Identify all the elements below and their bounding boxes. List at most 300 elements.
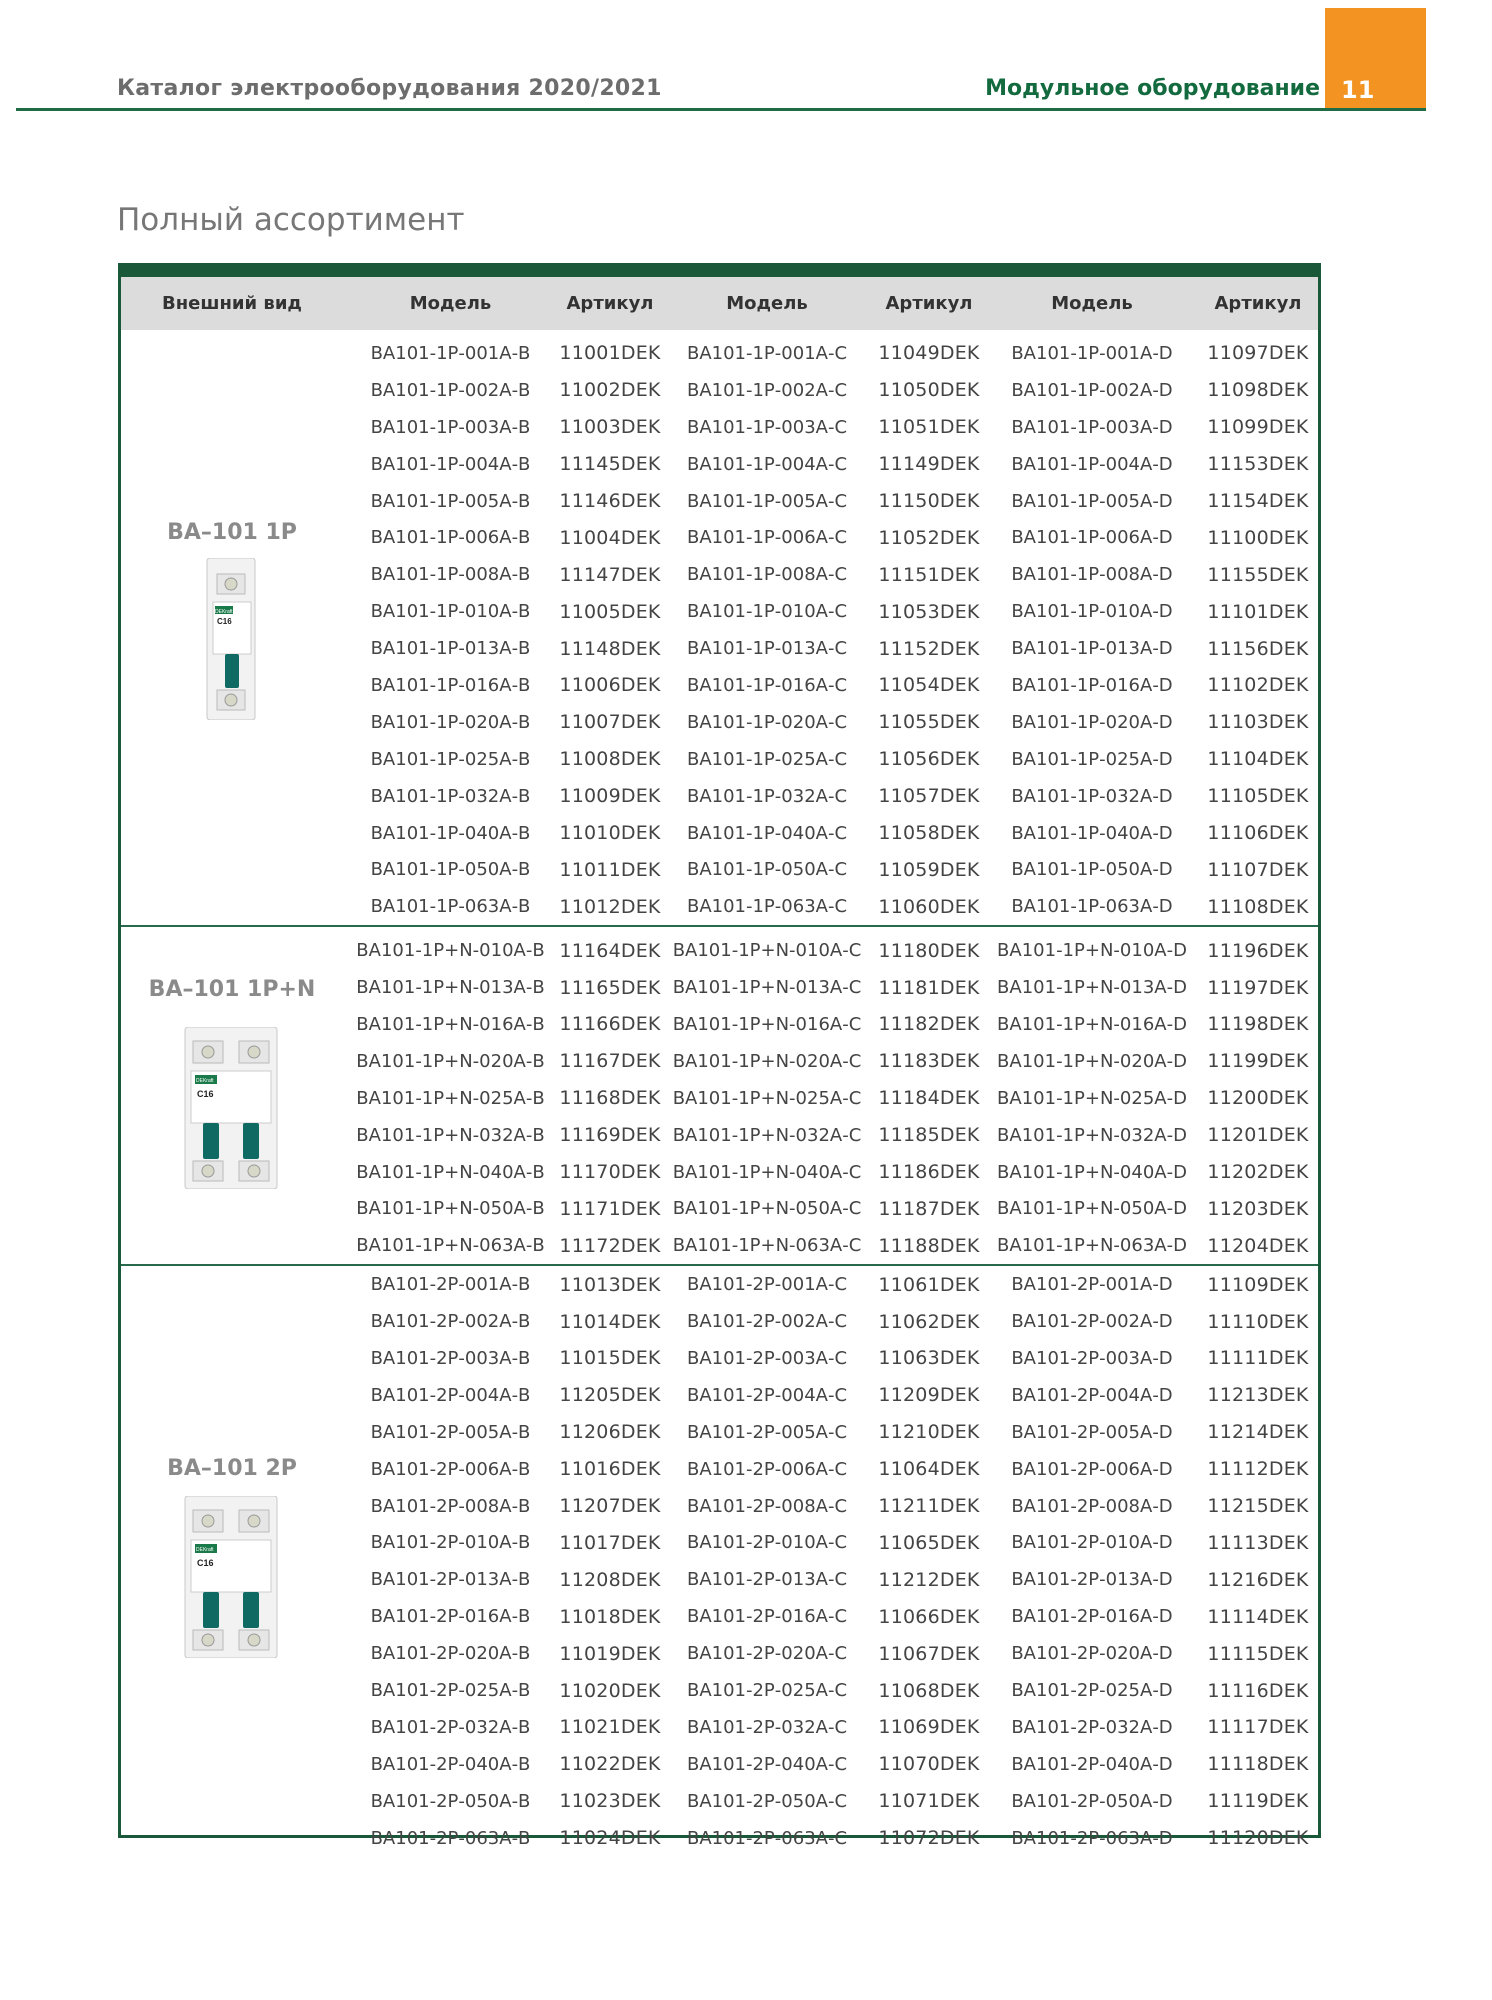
model-c-cell: ВА101-1Р-050А-С [686,859,848,881]
article-b-cell: 11205DEK [559,1384,661,1407]
model-d-cell: ВА101-2Р-005А-D [1011,1421,1173,1443]
model-b-cell: ВА101-2Р-003А-В [370,1347,531,1369]
model-d-cell: ВА101-1Р-025А-D [1011,748,1173,770]
article-c-cell: 11052DEK [878,526,980,549]
model-b-cell: ВА101-1Р-004А-В [370,453,531,475]
article-d-cell: 11104DEK [1207,748,1309,771]
catalog-title: Каталог электрооборудования 2020/2021 [117,76,662,101]
appearance-cell [121,330,343,925]
article-c-cell: 11186DEK [878,1161,980,1184]
table-row [343,1043,1318,1080]
breaker-brand-text: DEKraft [196,1078,214,1085]
model-b-cell: ВА101-2Р-005А-В [370,1421,531,1443]
article-c-cell: 11054DEK [878,674,980,697]
rows-container [343,1266,1318,1856]
model-b-cell: ВА101-1Р+N-050А-В [356,1198,545,1220]
model-c-cell: ВА101-1Р-016А-С [686,674,848,696]
article-d-cell: 11216DEK [1207,1568,1309,1591]
model-d-cell: ВА101-2Р-010А-D [1011,1532,1173,1554]
model-c-cell: ВА101-2Р-020А-С [686,1643,848,1665]
article-b-cell: 11017DEK [559,1531,661,1554]
article-b-cell: 11146DEK [559,490,661,512]
table-header [121,277,1318,330]
article-b-cell: 11022DEK [559,1753,661,1776]
model-c-cell: ВА101-2Р-016А-С [686,1606,848,1628]
model-d-cell: ВА101-1Р-002А-D [1011,379,1173,401]
article-d-cell: 11106DEK [1207,822,1309,845]
model-d-cell: ВА101-2Р-040А-D [1011,1753,1173,1775]
article-c-cell: 11067DEK [878,1642,980,1665]
model-d-cell: ВА101-1Р+N-050А-D [997,1198,1187,1220]
article-b-cell: 11171DEK [559,1197,661,1220]
article-d-cell: 11111DEK [1207,1347,1309,1370]
model-d-cell: ВА101-1Р-013А-D [1011,638,1173,660]
article-b-cell: 11013DEK [559,1273,661,1296]
table-row [343,888,1318,925]
article-d-cell: 11101DEK [1207,600,1309,623]
model-d-cell: ВА101-1Р-050А-D [1011,859,1173,881]
article-d-cell: 11117DEK [1207,1716,1309,1739]
article-b-cell: 11207DEK [559,1495,661,1518]
model-c-cell: ВА101-1Р-003А-С [686,416,848,438]
article-c-cell: 11210DEK [878,1421,980,1444]
model-b-cell: ВА101-2Р-001А-В [370,1274,531,1296]
model-c-cell: ВА101-2Р-010А-С [686,1532,848,1554]
assortment-table [118,263,1321,1850]
model-b-cell: ВА101-2Р-002А-В [370,1311,531,1333]
table-row [343,372,1318,409]
article-d-cell: 11112DEK [1207,1458,1309,1481]
model-d-cell: ВА101-1Р+N-032А-D [997,1124,1187,1146]
rows-container [343,927,1318,1264]
table-row [343,1117,1318,1154]
model-b-cell: ВА101-1Р-050А-В [370,859,531,881]
article-c-cell: 11061DEK [878,1273,980,1296]
model-b-cell: ВА101-2Р-020А-В [370,1643,531,1665]
col-header-article: Артикул [885,293,973,314]
model-c-cell: ВА101-2Р-002А-С [686,1311,848,1333]
article-d-cell: 11118DEK [1207,1753,1309,1776]
article-c-cell: 11150DEK [878,490,980,512]
model-d-cell: ВА101-1Р+N-013А-D [997,977,1187,999]
col-header-model: Модель [1051,293,1133,314]
article-b-cell: 11168DEK [559,1087,661,1110]
article-c-cell: 11065DEK [878,1531,980,1554]
model-b-cell: ВА101-1Р-002А-В [370,379,531,401]
article-d-cell: 11199DEK [1207,1050,1309,1073]
model-b-cell: ВА101-1Р-006А-В [370,527,531,549]
article-b-cell: 11014DEK [559,1310,661,1333]
col-header-model: Модель [409,293,492,314]
model-d-cell: ВА101-2Р-032А-D [1011,1716,1173,1738]
article-c-cell: 11180DEK [878,939,980,962]
table-row [343,1377,1318,1414]
table-row [343,851,1318,888]
model-c-cell: ВА101-2Р-040А-С [686,1753,848,1775]
article-d-cell: 11113DEK [1207,1531,1309,1554]
header-divider [16,108,1426,111]
model-b-cell: ВА101-2Р-050А-В [370,1790,531,1812]
model-b-cell: ВА101-1Р+N-020А-В [356,1050,545,1072]
breaker-brand-text: DEKraft [215,609,233,615]
model-b-cell: ВА101-1Р-003А-В [370,416,531,438]
table-row [343,1451,1318,1488]
table-row [343,1561,1318,1598]
model-c-cell: ВА101-1Р+N-040А-С [672,1161,862,1183]
model-c-cell: ВА101-1Р-063А-С [686,896,848,918]
article-c-cell: 11071DEK [878,1790,980,1813]
article-d-cell: 11098DEK [1207,379,1309,402]
article-b-cell: 11164DEK [559,939,661,962]
table-row [343,1783,1318,1820]
model-b-cell: ВА101-1Р+N-040А-В [356,1161,545,1183]
article-d-cell: 11200DEK [1207,1087,1309,1110]
table-row [343,1598,1318,1635]
article-d-cell: 11102DEK [1207,674,1309,697]
article-d-cell: 11107DEK [1207,858,1309,881]
table-row [343,1488,1318,1525]
model-c-cell: ВА101-1Р-008А-С [686,564,848,586]
article-d-cell: 11097DEK [1207,342,1309,365]
appearance-cell [121,1266,343,1856]
article-c-cell: 11049DEK [878,342,980,365]
article-b-cell: 11018DEK [559,1605,661,1628]
article-d-cell: 11115DEK [1207,1642,1309,1665]
model-d-cell: ВА101-2Р-025А-D [1011,1680,1173,1701]
breaker-rating-text: C16 [217,617,232,626]
model-d-cell: ВА101-1Р-063А-D [1011,896,1173,918]
model-c-cell: ВА101-1Р+N-032А-С [672,1124,862,1146]
table-row [343,1414,1318,1451]
breaker-2p-image [183,1496,279,1658]
page-number: 11 [1341,76,1375,104]
model-c-cell: ВА101-1Р-001А-С [686,342,848,364]
article-d-cell: 11119DEK [1207,1790,1309,1813]
article-b-cell: 11004DEK [559,526,661,549]
model-b-cell: ВА101-2Р-063А-В [370,1827,531,1849]
article-d-cell: 11202DEK [1207,1161,1309,1184]
article-c-cell: 11057DEK [878,785,980,808]
article-c-cell: 11062DEK [878,1310,980,1333]
article-d-cell: 11201DEK [1207,1124,1309,1147]
article-c-cell: 11184DEK [878,1087,980,1110]
model-c-cell: ВА101-2Р-032А-С [686,1716,848,1738]
table-row [343,1746,1318,1783]
article-d-cell: 11155DEK [1207,563,1309,586]
model-c-cell: ВА101-1Р+N-025А-С [672,1087,862,1109]
table-row [343,335,1318,372]
article-b-cell: 11006DEK [559,674,661,697]
model-c-cell: ВА101-1Р-006А-С [686,527,848,549]
section-name: Модульное оборудование [985,76,1320,101]
model-d-cell: ВА101-1Р-032А-D [1011,785,1173,807]
breaker-2p-image [183,1027,279,1189]
model-b-cell: ВА101-1Р-001А-В [370,342,531,364]
model-c-cell: ВА101-2Р-004А-С [686,1384,848,1406]
model-d-cell: ВА101-2Р-050А-D [1011,1790,1173,1812]
article-c-cell: 11070DEK [878,1753,980,1776]
table-row [343,409,1318,446]
article-b-cell: 11208DEK [559,1568,661,1591]
article-b-cell: 11016DEK [559,1458,661,1481]
table-row [343,593,1318,630]
breaker-rating-text: C16 [197,1558,214,1569]
model-d-cell: ВА101-1Р+N-040А-D [997,1161,1187,1183]
article-c-cell: 11069DEK [878,1716,980,1739]
model-b-cell: ВА101-2Р-013А-В [370,1569,531,1591]
article-b-cell: 11019DEK [559,1642,661,1665]
model-d-cell: ВА101-2Р-016А-D [1011,1606,1173,1628]
model-c-cell: ВА101-1Р+N-020А-С [672,1050,862,1072]
article-b-cell: 11172DEK [559,1234,661,1257]
model-c-cell: ВА101-1Р-025А-С [686,748,848,770]
table-row [343,556,1318,593]
article-c-cell: 11149DEK [878,453,980,476]
model-b-cell: ВА101-1Р+N-063А-В [356,1235,545,1257]
breaker-rating-text: C16 [197,1089,214,1100]
col-header-appearance: Внешний вид [162,293,302,314]
model-d-cell: ВА101-1Р-006А-D [1011,527,1173,549]
model-c-cell: ВА101-2Р-005А-С [686,1421,848,1443]
table-row [343,630,1318,667]
series-label: ВА–101 1Р [167,520,297,545]
article-c-cell: 11183DEK [878,1050,980,1073]
table-row [343,1672,1318,1709]
table-row [343,446,1318,483]
model-b-cell: ВА101-2Р-004А-В [370,1384,531,1406]
article-b-cell: 11003DEK [559,416,661,439]
model-d-cell: ВА101-1Р-016А-D [1011,674,1173,696]
article-c-cell: 11059DEK [878,858,980,881]
article-c-cell: 11181DEK [878,976,980,999]
table-row [343,1266,1318,1303]
table-row [343,1227,1318,1264]
article-c-cell: 11064DEK [878,1458,980,1481]
model-c-cell: ВА101-1Р+N-010А-С [672,940,862,962]
model-c-cell: ВА101-1Р+N-063А-С [672,1235,862,1257]
model-c-cell: ВА101-2Р-025А-С [686,1680,848,1701]
table-row [343,969,1318,1006]
page-number-tab [1325,8,1426,108]
table-row [343,667,1318,704]
model-b-cell: ВА101-1Р-013А-В [370,638,531,660]
article-b-cell: 11147DEK [559,563,661,586]
article-d-cell: 11154DEK [1207,490,1309,512]
article-b-cell: 11001DEK [559,342,661,365]
article-c-cell: 11058DEK [878,822,980,845]
table-row [343,704,1318,741]
model-c-cell: ВА101-1Р-002А-С [686,379,848,401]
table-row [343,1340,1318,1377]
section-title: Полный ассортимент [117,202,465,238]
article-b-cell: 11005DEK [559,600,661,623]
article-d-cell: 11156DEK [1207,637,1309,660]
model-d-cell: ВА101-1Р-003А-D [1011,416,1173,438]
model-b-cell: ВА101-2Р-006А-В [370,1458,531,1480]
model-b-cell: ВА101-1Р-040А-В [370,822,531,844]
article-c-cell: 11182DEK [878,1013,980,1036]
series-label: ВА–101 2Р [167,1456,297,1482]
article-c-cell: 11211DEK [878,1495,980,1518]
article-c-cell: 11055DEK [878,711,980,734]
article-d-cell: 11198DEK [1207,1013,1309,1036]
table-row [343,1006,1318,1043]
model-c-cell: ВА101-1Р+N-016А-С [672,1013,862,1035]
article-c-cell: 11051DEK [878,416,980,439]
model-b-cell: ВА101-2Р-010А-В [370,1532,531,1554]
model-d-cell: ВА101-1Р+N-016А-D [997,1013,1187,1035]
article-c-cell: 11152DEK [878,637,980,660]
rows-container [343,330,1318,925]
article-d-cell: 11108DEK [1207,895,1309,918]
article-b-cell: 11008DEK [559,748,661,771]
model-d-cell: ВА101-2Р-002А-D [1011,1311,1173,1333]
article-b-cell: 11015DEK [559,1347,661,1370]
article-d-cell: 11204DEK [1207,1234,1309,1257]
table-row [343,1303,1318,1340]
model-d-cell: ВА101-1Р-005А-D [1011,490,1173,512]
model-b-cell: ВА101-1Р-005А-В [370,490,531,512]
breaker-1p-image [203,558,259,720]
model-c-cell: ВА101-1Р+N-013А-С [672,977,862,999]
model-d-cell: ВА101-2Р-008А-D [1011,1495,1173,1517]
article-d-cell: 11116DEK [1207,1679,1309,1702]
model-b-cell: ВА101-2Р-032А-В [370,1716,531,1738]
article-b-cell: 11021DEK [559,1716,661,1739]
table-row [343,1525,1318,1562]
model-d-cell: ВА101-1Р-010А-D [1011,601,1173,623]
series-group [121,330,1318,925]
article-d-cell: 11197DEK [1207,976,1309,999]
article-d-cell: 11105DEK [1207,785,1309,808]
article-d-cell: 11100DEK [1207,526,1309,549]
model-d-cell: ВА101-1Р-001А-D [1011,342,1173,364]
model-c-cell: ВА101-1Р-040А-С [686,822,848,844]
model-b-cell: ВА101-2Р-016А-В [370,1606,531,1628]
article-d-cell: 11153DEK [1207,453,1309,476]
series-label: ВА–101 1Р+N [148,977,316,1003]
table-row [343,483,1318,520]
model-c-cell: ВА101-1Р-010А-С [686,601,848,623]
article-c-cell: 11056DEK [878,748,980,771]
model-b-cell: ВА101-1Р-010А-В [370,601,531,623]
article-b-cell: 11009DEK [559,785,661,808]
model-b-cell: ВА101-1Р-008А-В [370,564,531,586]
article-b-cell: 11024DEK [559,1827,661,1850]
model-b-cell: ВА101-1Р-025А-В [370,748,531,770]
article-d-cell: 11114DEK [1207,1605,1309,1628]
article-c-cell: 11066DEK [878,1605,980,1628]
article-c-cell: 11212DEK [878,1568,980,1591]
table-row [343,815,1318,852]
model-c-cell: ВА101-2Р-013А-С [686,1569,848,1591]
article-b-cell: 11007DEK [559,711,661,734]
article-d-cell: 11110DEK [1207,1310,1309,1333]
article-c-cell: 11060DEK [878,895,980,918]
model-d-cell: ВА101-1Р-040А-D [1011,822,1173,844]
model-d-cell: ВА101-1Р-008А-D [1011,564,1173,586]
model-d-cell: ВА101-2Р-003А-D [1011,1347,1173,1369]
article-c-cell: 11151DEK [878,563,980,586]
col-header-model: Модель [726,293,808,314]
article-b-cell: 11023DEK [559,1790,661,1813]
article-b-cell: 11169DEK [559,1124,661,1147]
article-b-cell: 11011DEK [559,858,661,881]
model-b-cell: ВА101-1Р-032А-В [370,785,531,807]
model-b-cell: ВА101-1Р+N-025А-В [356,1087,545,1109]
article-d-cell: 11120DEK [1207,1827,1309,1850]
table-row [343,519,1318,556]
model-d-cell: ВА101-1Р+N-020А-D [997,1050,1187,1072]
model-d-cell: ВА101-1Р-004А-D [1011,453,1173,475]
model-c-cell: ВА101-1Р-013А-С [686,638,848,660]
article-b-cell: 11145DEK [559,453,661,476]
article-d-cell: 11099DEK [1207,416,1309,439]
model-c-cell: ВА101-1Р+N-050А-С [672,1198,862,1220]
model-c-cell: ВА101-1Р-004А-С [686,453,848,475]
article-b-cell: 11165DEK [559,976,661,999]
article-b-cell: 11167DEK [559,1050,661,1073]
model-b-cell: ВА101-2Р-040А-В [370,1753,531,1775]
table-row [343,1080,1318,1117]
series-group [121,925,1318,1264]
table-row [343,1709,1318,1746]
model-b-cell: ВА101-1Р+N-032А-В [356,1124,545,1146]
model-d-cell: ВА101-2Р-001А-D [1011,1274,1173,1296]
model-b-cell: ВА101-2Р-008А-В [370,1495,531,1517]
model-c-cell: ВА101-2Р-001А-С [686,1274,848,1296]
series-group [121,1264,1318,1856]
model-b-cell: ВА101-2Р-025А-В [370,1680,531,1701]
article-d-cell: 11214DEK [1207,1421,1309,1444]
model-c-cell: ВА101-1Р-020А-С [686,711,848,733]
article-b-cell: 11148DEK [559,637,661,660]
table-row [343,1635,1318,1672]
article-c-cell: 11050DEK [878,379,980,402]
article-d-cell: 11203DEK [1207,1197,1309,1220]
model-d-cell: ВА101-2Р-013А-D [1011,1569,1173,1591]
model-d-cell: ВА101-2Р-006А-D [1011,1458,1173,1480]
article-c-cell: 11185DEK [878,1124,980,1147]
article-d-cell: 11213DEK [1207,1384,1309,1407]
table-row [343,1190,1318,1227]
article-b-cell: 11002DEK [559,379,661,402]
model-d-cell: ВА101-1Р+N-063А-D [997,1235,1187,1257]
breaker-brand-text: DEKraft [196,1547,214,1554]
model-d-cell: ВА101-1Р+N-025А-D [997,1087,1187,1109]
article-d-cell: 11103DEK [1207,711,1309,734]
article-b-cell: 11206DEK [559,1421,661,1444]
article-c-cell: 11063DEK [878,1347,980,1370]
article-b-cell: 11010DEK [559,822,661,845]
article-c-cell: 11053DEK [878,600,980,623]
article-b-cell: 11166DEK [559,1013,661,1036]
model-d-cell: ВА101-2Р-020А-D [1011,1643,1173,1665]
article-d-cell: 11109DEK [1207,1273,1309,1296]
appearance-cell [121,927,343,1264]
model-b-cell: ВА101-1Р-020А-В [370,711,531,733]
model-b-cell: ВА101-1Р-016А-В [370,674,531,696]
model-c-cell: ВА101-2Р-063А-С [686,1827,848,1849]
table-row [343,932,1318,969]
article-c-cell: 11188DEK [878,1234,980,1257]
table-row [343,1820,1318,1857]
article-c-cell: 11187DEK [878,1197,980,1220]
model-b-cell: ВА101-1Р+N-013А-В [356,977,545,999]
model-c-cell: ВА101-2Р-006А-С [686,1458,848,1480]
model-c-cell: ВА101-1Р-032А-С [686,785,848,807]
article-d-cell: 11215DEK [1207,1495,1309,1518]
